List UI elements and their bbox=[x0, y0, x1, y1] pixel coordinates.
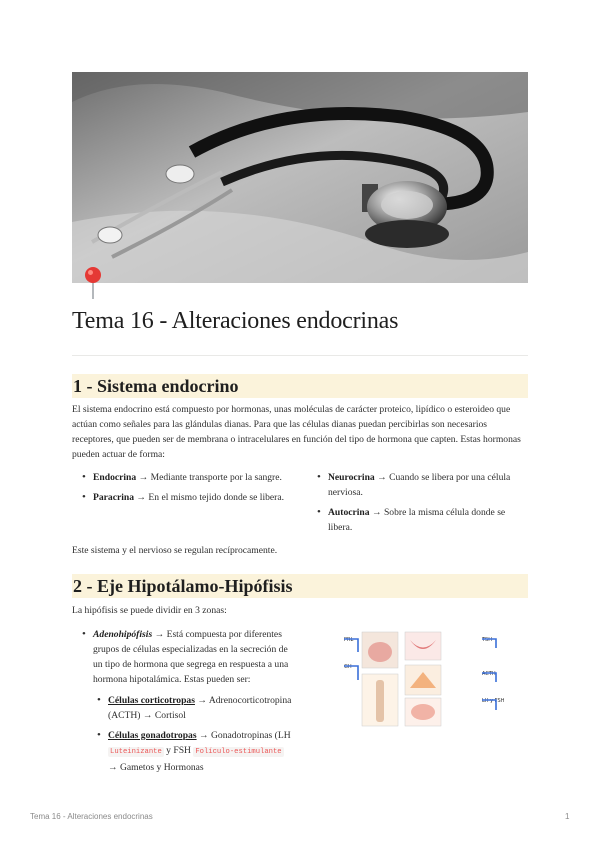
diagram-label-gh: GH bbox=[344, 664, 352, 670]
heading-eje-hipotalamo-hipofisis: 2 - Eje Hipotálamo-Hipófisis bbox=[72, 574, 528, 598]
diagram-label-tsh: TSH bbox=[482, 637, 492, 643]
list-item-neurocrina: • Neurocrina → Cuando se libera por una célula nerviosa. bbox=[313, 470, 523, 500]
adenohipofisis-cell-list bbox=[93, 693, 293, 775]
diagram-label-acth: ACTH bbox=[482, 671, 496, 677]
page-title: Tema 16 - Alteraciones endocrinas bbox=[72, 308, 399, 334]
section2-intro: La hipófisis se puede dividir en 3 zonas: bbox=[72, 605, 227, 616]
hormone-action-list-left bbox=[78, 470, 298, 510]
diagram-label-prl: PRL bbox=[344, 637, 354, 643]
cover-image bbox=[72, 72, 528, 283]
footer-page-number: 1 bbox=[565, 812, 570, 821]
code-luteinizante: Luteinizante bbox=[110, 748, 162, 756]
list-item-autocrina: • Autocrina → Sobre la misma célula donde se libera. bbox=[313, 505, 523, 535]
footer-page-title: Tema 16 - Alteraciones endocrinas bbox=[30, 812, 153, 821]
section1-outro: Este sistema y el nervioso se regulan recíprocamente. bbox=[72, 545, 278, 556]
code-foliculo-estimulante: Folículo-estimulante bbox=[195, 748, 282, 756]
section1-intro: El sistema endocrino está compuesto por hormonas, unas moléculas de carácter proteico, lipídico o esteroideo que actúan como señales para las glándulas dianas. Para que las células dianas puedan percibirlas son necesarios receptores, que pueden ser de membrana o intracelulares en función del tipo de hormona que capten. Estas hormonas pueden actuar de forma: bbox=[72, 404, 521, 460]
list-item-gonadotropas: • Células gonadotropas → Gonadotropinas (LH Luteinizante y FSH Folículo-estimulante → Gametos y Hormonas bbox=[93, 728, 293, 775]
title-divider bbox=[72, 355, 528, 356]
hypophysis-hormone-diagram bbox=[310, 630, 528, 730]
list-item-endocrina: • Endocrina → Mediante transporte por la sangre. bbox=[78, 470, 298, 485]
pushpin-icon bbox=[82, 266, 104, 300]
list-item-adenohipofisis: • Adenohipófisis → Está compuesta por diferentes grupos de células especializadas en la secreción de un tipo de hormona que segrega en respuesta a una hormona hipotalámica. Estas pueden ser: • Células corticotropas → Adrenocorticotropina (ACTH) → Cortisol • Células gonadotropas → Gonadotropinas (LH Luteinizante y FSH Folículo-estimulante → Gametos y Hormonas bbox=[78, 627, 293, 775]
list-item-corticotropas: • Células corticotropas → Adrenocorticotropina (ACTH) → Cortisol bbox=[93, 693, 293, 723]
diagram-label-lh-fsh: LH y FSH bbox=[482, 698, 505, 704]
heading-sistema-endocrino: 1 - Sistema endocrino bbox=[72, 374, 528, 398]
hormone-action-list-right bbox=[313, 470, 523, 540]
list-item-paracrina: • Paracrina → En el mismo tejido donde se libera. bbox=[78, 490, 298, 505]
hipofisis-zones-list bbox=[78, 627, 293, 780]
